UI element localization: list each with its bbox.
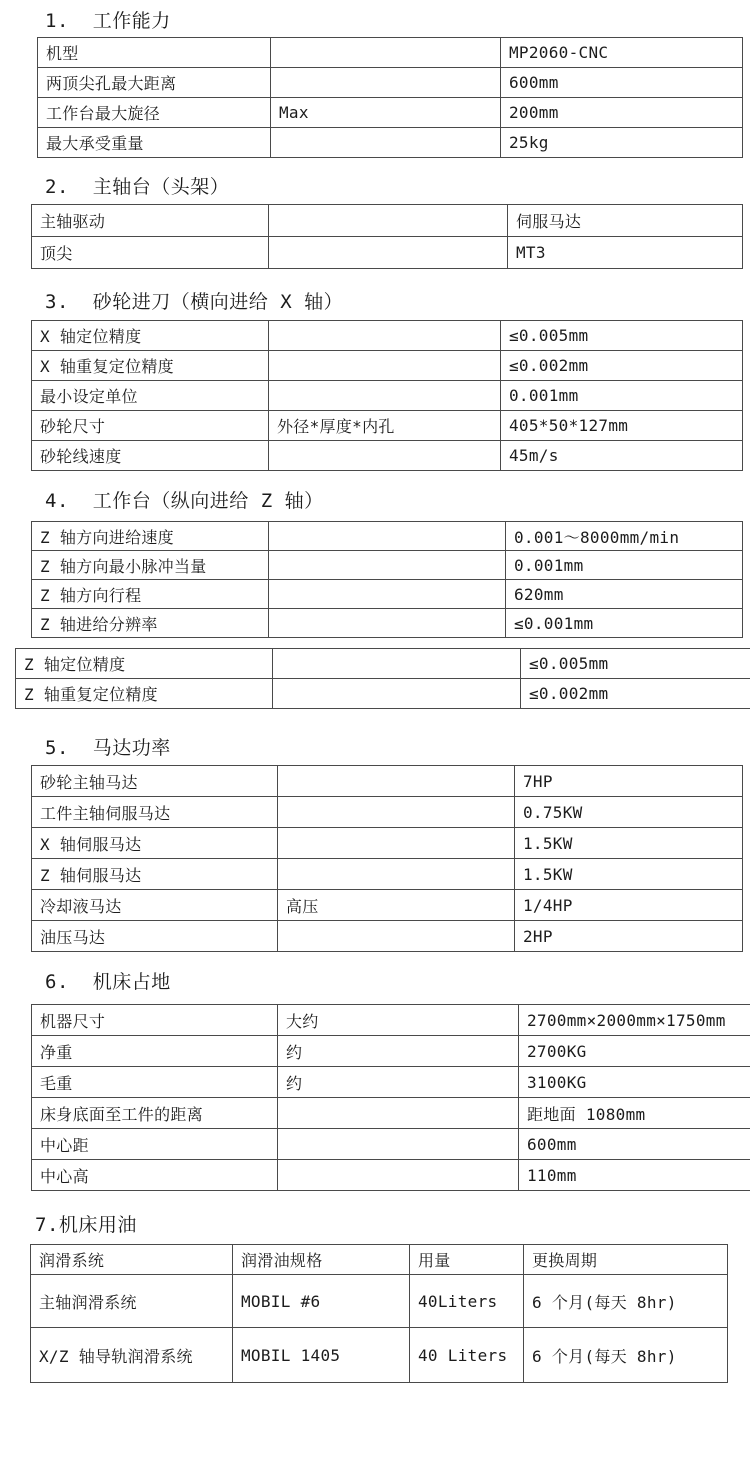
table-cell: 油压马达 (32, 921, 278, 952)
table-cell: 0.75KW (515, 797, 743, 828)
table-row (16, 679, 750, 709)
table-row (32, 441, 743, 471)
table-cell: Z 轴重复定位精度 (16, 679, 273, 709)
table-cell: Z 轴方向行程 (32, 580, 269, 609)
table-cell: 约 (278, 1067, 519, 1098)
table-cell: 600mm (501, 68, 743, 98)
table-cell: 砂轮主轴马达 (32, 766, 278, 797)
table-row (32, 1036, 750, 1067)
table-cell: 1.5KW (515, 828, 743, 859)
table-cell (269, 551, 506, 580)
column-header-cell: 润滑系统 (31, 1245, 233, 1275)
section-heading: 3. 砂轮进刀（横向进给 X 轴） (45, 291, 344, 313)
table-cell: 2700KG (519, 1036, 750, 1067)
table-cell: 主轴驱动 (32, 205, 269, 237)
table-cell (278, 828, 515, 859)
spec-table (37, 37, 743, 158)
table-cell (271, 128, 501, 158)
spec-table (15, 648, 750, 709)
table-row (32, 797, 743, 828)
spec-table (30, 1244, 728, 1383)
table-cell: 最大承受重量 (38, 128, 271, 158)
table-cell: 砂轮线速度 (32, 441, 269, 471)
table-row (32, 551, 743, 580)
table-row (32, 890, 743, 921)
table-cell: ≤0.005mm (521, 649, 750, 679)
table-cell (271, 68, 501, 98)
table-cell: 顶尖 (32, 237, 269, 269)
table-cell: 机器尺寸 (32, 1005, 278, 1036)
table-cell: Z 轴伺服马达 (32, 859, 278, 890)
table-cell: MT3 (508, 237, 743, 269)
spec-table (31, 204, 743, 269)
spec-table (31, 320, 743, 471)
table-cell (278, 766, 515, 797)
table-cell (269, 351, 501, 381)
section-heading: 7.机床用油 (35, 1214, 137, 1236)
table-cell: Z 轴定位精度 (16, 649, 273, 679)
table-cell: 砂轮尺寸 (32, 411, 269, 441)
table-cell: 6 个月(每天 8hr) (524, 1328, 728, 1383)
table-row (38, 98, 743, 128)
table-row (16, 649, 750, 679)
table-header-row (31, 1245, 728, 1275)
table-cell: X 轴定位精度 (32, 321, 269, 351)
table-cell: 0.001mm (501, 381, 743, 411)
table-cell: 1.5KW (515, 859, 743, 890)
table-cell: X/Z 轴导轨润滑系统 (31, 1328, 233, 1383)
table-row (38, 68, 743, 98)
table-cell (269, 237, 508, 269)
table-row (32, 766, 743, 797)
table-cell (269, 205, 508, 237)
table-cell (269, 441, 501, 471)
table-cell: 600mm (519, 1129, 750, 1160)
table-cell: 200mm (501, 98, 743, 128)
section-heading: 6. 机床占地 (45, 971, 171, 993)
column-header-cell: 润滑油规格 (233, 1245, 410, 1275)
table-cell: 距地面 1080mm (519, 1098, 750, 1129)
table-cell (269, 580, 506, 609)
table-cell (269, 609, 506, 638)
table-row (32, 237, 743, 269)
table-cell: 中心距 (32, 1129, 278, 1160)
table-cell: 约 (278, 1036, 519, 1067)
table-cell: Z 轴方向进给速度 (32, 522, 269, 551)
table-row (32, 580, 743, 609)
table-cell: ≤0.002mm (501, 351, 743, 381)
table-cell: 冷却液马达 (32, 890, 278, 921)
table-cell (278, 797, 515, 828)
spec-table (31, 1004, 750, 1191)
table-row (32, 1129, 750, 1160)
table-cell: 0.001mm (506, 551, 743, 580)
table-cell: 3100KG (519, 1067, 750, 1098)
table-cell: 工作台最大旋径 (38, 98, 271, 128)
table-cell: 40 Liters (410, 1328, 524, 1383)
table-cell (269, 321, 501, 351)
table-cell: 7HP (515, 766, 743, 797)
table-cell: 25kg (501, 128, 743, 158)
table-cell: MP2060-CNC (501, 38, 743, 68)
table-cell (271, 38, 501, 68)
table-cell: 0.001～8000mm/min (506, 522, 743, 551)
table-row (32, 1067, 750, 1098)
table-row (32, 351, 743, 381)
table-cell: 净重 (32, 1036, 278, 1067)
spec-table (31, 765, 743, 952)
table-cell: 45m/s (501, 441, 743, 471)
table-cell (278, 859, 515, 890)
table-cell: ≤0.005mm (501, 321, 743, 351)
table-row (32, 411, 743, 441)
table-cell: MOBIL #6 (233, 1275, 410, 1328)
table-cell: 两顶尖孔最大距离 (38, 68, 271, 98)
table-cell: 机型 (38, 38, 271, 68)
table-row (32, 828, 743, 859)
section-heading: 4. 工作台（纵向进给 Z 轴） (45, 490, 324, 512)
table-cell: 2HP (515, 921, 743, 952)
table-row (31, 1275, 728, 1328)
table-cell: 2700mm×2000mm×1750mm (519, 1005, 750, 1036)
table-row (32, 205, 743, 237)
table-cell: ≤0.002mm (521, 679, 750, 709)
table-cell: 405*50*127mm (501, 411, 743, 441)
table-cell: 外径*厚度*内孔 (269, 411, 501, 441)
table-cell: 大约 (278, 1005, 519, 1036)
table-cell (273, 649, 521, 679)
table-row (32, 522, 743, 551)
table-row (31, 1328, 728, 1383)
table-cell: 高压 (278, 890, 515, 921)
column-header-cell: 用量 (410, 1245, 524, 1275)
table-cell: Z 轴进给分辨率 (32, 609, 269, 638)
table-row (32, 1005, 750, 1036)
table-row (38, 38, 743, 68)
table-cell: X 轴伺服马达 (32, 828, 278, 859)
table-cell: ≤0.001mm (506, 609, 743, 638)
section-heading: 5. 马达功率 (45, 737, 171, 759)
table-cell: 6 个月(每天 8hr) (524, 1275, 728, 1328)
table-cell (278, 1098, 519, 1129)
table-row (38, 128, 743, 158)
column-header-cell: 更换周期 (524, 1245, 728, 1275)
table-cell: X 轴重复定位精度 (32, 351, 269, 381)
table-cell: MOBIL 1405 (233, 1328, 410, 1383)
table-cell (269, 381, 501, 411)
table-row (32, 321, 743, 351)
table-cell: 1/4HP (515, 890, 743, 921)
table-cell: 工件主轴伺服马达 (32, 797, 278, 828)
table-row (32, 1098, 750, 1129)
table-cell: 最小设定单位 (32, 381, 269, 411)
table-cell (269, 522, 506, 551)
table-row (32, 381, 743, 411)
table-cell (278, 1129, 519, 1160)
spec-table (31, 521, 743, 638)
table-cell: 40Liters (410, 1275, 524, 1328)
table-cell: 伺服马达 (508, 205, 743, 237)
table-row (32, 1160, 750, 1191)
table-cell (273, 679, 521, 709)
section-heading: 2. 主轴台（头架） (45, 176, 230, 198)
table-row (32, 859, 743, 890)
table-cell: Max (271, 98, 501, 128)
table-cell: Z 轴方向最小脉冲当量 (32, 551, 269, 580)
table-cell: 620mm (506, 580, 743, 609)
table-cell: 床身底面至工件的距离 (32, 1098, 278, 1129)
table-row (32, 609, 743, 638)
table-cell (278, 921, 515, 952)
table-cell: 毛重 (32, 1067, 278, 1098)
section-heading: 1. 工作能力 (45, 10, 171, 32)
table-cell (278, 1160, 519, 1191)
table-cell: 110mm (519, 1160, 750, 1191)
table-row (32, 921, 743, 952)
table-cell: 主轴润滑系统 (31, 1275, 233, 1328)
table-cell: 中心高 (32, 1160, 278, 1191)
